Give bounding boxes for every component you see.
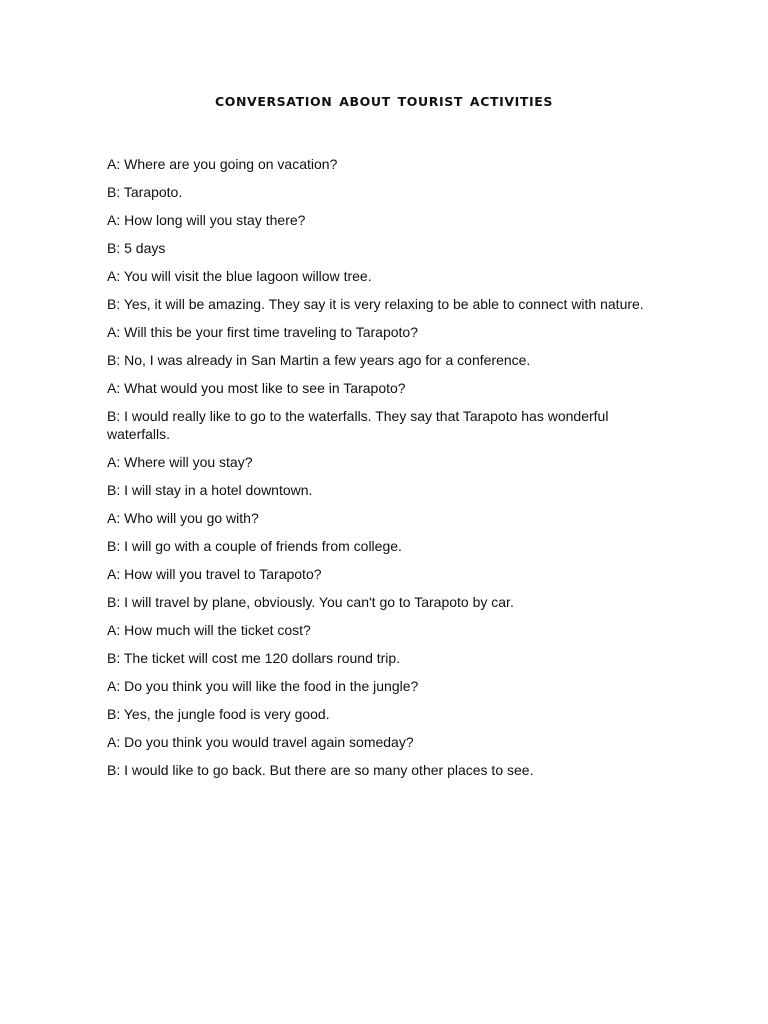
dialogue-line: A: Do you think you would travel again someday? xyxy=(107,734,414,750)
dialogue-line: A: Where are you going on vacation? xyxy=(107,156,338,172)
dialogue-line: B: Yes, it will be amazing. They say it is very relaxing to be able to connect with nature. xyxy=(107,296,644,312)
dialogue-line: A: How will you travel to Tarapoto? xyxy=(107,566,322,582)
dialogue-line: B: I will go with a couple of friends from college. xyxy=(107,538,402,554)
dialogue-line: A: How long will you stay there? xyxy=(107,212,306,228)
dialogue-line: A: How much will the ticket cost? xyxy=(107,622,311,638)
dialogue-line: A: Who will you go with? xyxy=(107,510,259,526)
dialogue-line: B: Tarapoto. xyxy=(107,184,183,200)
dialogue-line: B: I will stay in a hotel downtown. xyxy=(107,482,313,498)
dialogue-line: A: What would you most like to see in Tarapoto? xyxy=(107,380,406,396)
dialogue-line: A: Do you think you will like the food in the jungle? xyxy=(107,678,419,694)
dialogue-line: B: 5 days xyxy=(107,240,166,256)
dialogue-line: B: No, I was already in San Martin a few years ago for a conference. xyxy=(107,352,531,368)
dialogue-line: A: Will this be your first time traveling to Tarapoto? xyxy=(107,324,418,340)
conversation-list xyxy=(107,155,667,789)
dialogue-line: B: The ticket will cost me 120 dollars round trip. xyxy=(107,650,401,666)
dialogue-line: A: You will visit the blue lagoon willow tree. xyxy=(107,268,372,284)
document-title: CONVERSATION ABOUT TOURIST ACTIVITIES xyxy=(214,94,553,109)
dialogue-line: B: I would really like to go to the waterfalls. They say that Tarapoto has wonderful waterfalls. xyxy=(107,408,609,442)
dialogue-line: B: I would like to go back. But there are so many other places to see. xyxy=(107,762,534,778)
dialogue-line: B: Yes, the jungle food is very good. xyxy=(107,706,330,722)
dialogue-line: B: I will travel by plane, obviously. You can't go to Tarapoto by car. xyxy=(107,594,514,610)
dialogue-line: A: Where will you stay? xyxy=(107,454,253,470)
